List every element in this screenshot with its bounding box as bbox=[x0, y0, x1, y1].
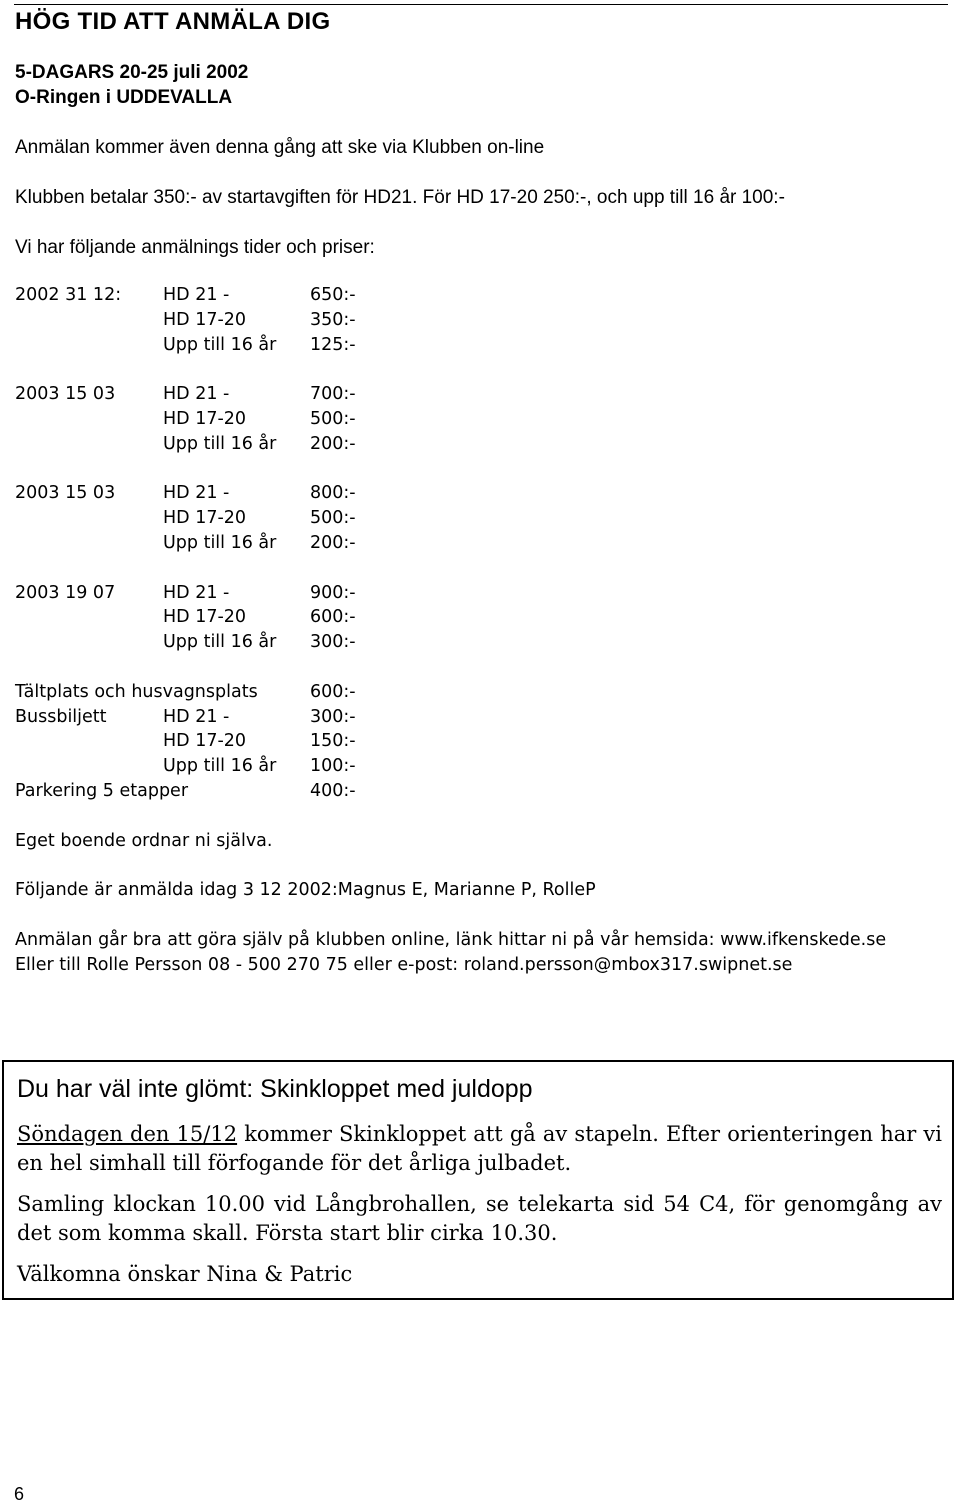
intro-prices: Vi har följande anmälnings tider och priser: bbox=[15, 237, 375, 258]
class-label: HD 21 - bbox=[163, 285, 230, 305]
intro-club-pays: Klubben betalar 350:- av startavgiften för HD21. För HD 17-20 250:-, och upp till 16 år 100:- bbox=[15, 187, 785, 208]
parking-label: Parkering 5 etapper bbox=[15, 780, 189, 801]
class-label: HD 21 - bbox=[163, 582, 230, 603]
class-label: Upp till 16 år bbox=[163, 756, 277, 777]
class-label: HD 17-20 bbox=[163, 309, 247, 330]
class-label: HD 21 - bbox=[163, 483, 230, 504]
box-paragraph-2: Samling klockan 10.00 vid Långbrohallen, se telekarta sid 54 C4, för genomgång av det som komma skall. Första start blir cirka 10.30. bbox=[17, 1192, 942, 1245]
price-value: 350:- bbox=[310, 309, 356, 330]
intro-online: Anmälan kommer även denna gång att ske via Klubben on-line bbox=[15, 137, 545, 158]
price-value: 600:- bbox=[310, 607, 356, 628]
deadline-date: 2002 31 12: bbox=[15, 285, 122, 305]
event-date-underlined: Söndagen den 15/12 bbox=[17, 1122, 238, 1146]
class-label: HD 17-20 bbox=[163, 408, 247, 429]
price-value: 200:- bbox=[310, 532, 356, 553]
page-heading: HÖG TID ATT ANMÄLA DIG bbox=[15, 8, 331, 35]
price-value: 800:- bbox=[310, 483, 356, 504]
bus-label: Bussbiljett bbox=[15, 706, 107, 727]
price-value: 125:- bbox=[310, 334, 356, 355]
price-value: 100:- bbox=[310, 756, 356, 777]
page-number: 6 bbox=[14, 1484, 25, 1504]
class-label: Upp till 16 år bbox=[163, 532, 277, 553]
top-rule bbox=[14, 4, 948, 5]
own-lodging-note: Eget boende ordnar ni själva. bbox=[15, 831, 273, 851]
box-title: Du har väl inte glömt: Skinkloppet med juldopp bbox=[17, 1075, 533, 1103]
price-value: 200:- bbox=[310, 433, 356, 454]
event-location: O-Ringen i UDDEVALLA bbox=[15, 87, 233, 108]
price-value: 500:- bbox=[310, 408, 356, 429]
price-value: 700:- bbox=[310, 384, 356, 405]
class-label: Upp till 16 år bbox=[163, 433, 277, 454]
deadline-date: 2003 19 07 bbox=[15, 582, 116, 603]
class-label: HD 17-20 bbox=[163, 607, 247, 628]
skinkloppet-box bbox=[2, 1060, 954, 1300]
signup-contact: Eller till Rolle Persson 08 - 500 270 75 eller e-post: roland.persson@mbox317.swipnet.se bbox=[15, 955, 793, 975]
class-label: Upp till 16 år bbox=[163, 334, 277, 355]
class-label: HD 17-20 bbox=[163, 731, 247, 752]
deadline-date: 2003 15 03 bbox=[15, 483, 116, 504]
price-value: 500:- bbox=[310, 508, 356, 529]
box-paragraph-1-text: kommer Skinkloppet att gå av stapeln. Efter orienteringen har vi en hel simhall till förfogande för det årliga julbadet. bbox=[17, 1122, 942, 1175]
price-value: 300:- bbox=[310, 632, 356, 653]
class-label: Upp till 16 år bbox=[163, 632, 277, 653]
class-label: HD 17-20 bbox=[163, 508, 247, 529]
parking-price: 400:- bbox=[310, 780, 356, 801]
tent-price: 600:- bbox=[310, 681, 356, 702]
price-value: 900:- bbox=[310, 582, 356, 603]
registered-list: Följande är anmälda idag 3 12 2002:Magnus E, Marianne P, RolleP bbox=[15, 880, 596, 900]
box-signoff: Välkomna önskar Nina & Patric bbox=[17, 1262, 353, 1286]
class-label: HD 21 - bbox=[163, 384, 230, 405]
class-label: HD 21 - bbox=[163, 706, 230, 727]
price-value: 650:- bbox=[310, 285, 356, 305]
box-paragraph-1 bbox=[17, 1120, 942, 1178]
price-value: 300:- bbox=[310, 706, 356, 727]
event-dates: 5-DAGARS 20-25 juli 2002 bbox=[15, 62, 249, 83]
signup-online: Anmälan går bra att göra själv på klubben online, länk hittar ni på vår hemsida: www.ifkenskede.se bbox=[15, 930, 887, 950]
price-value: 150:- bbox=[310, 731, 356, 752]
deadline-date: 2003 15 03 bbox=[15, 384, 116, 405]
tent-label: Tältplats och husvagnsplats bbox=[15, 681, 258, 702]
